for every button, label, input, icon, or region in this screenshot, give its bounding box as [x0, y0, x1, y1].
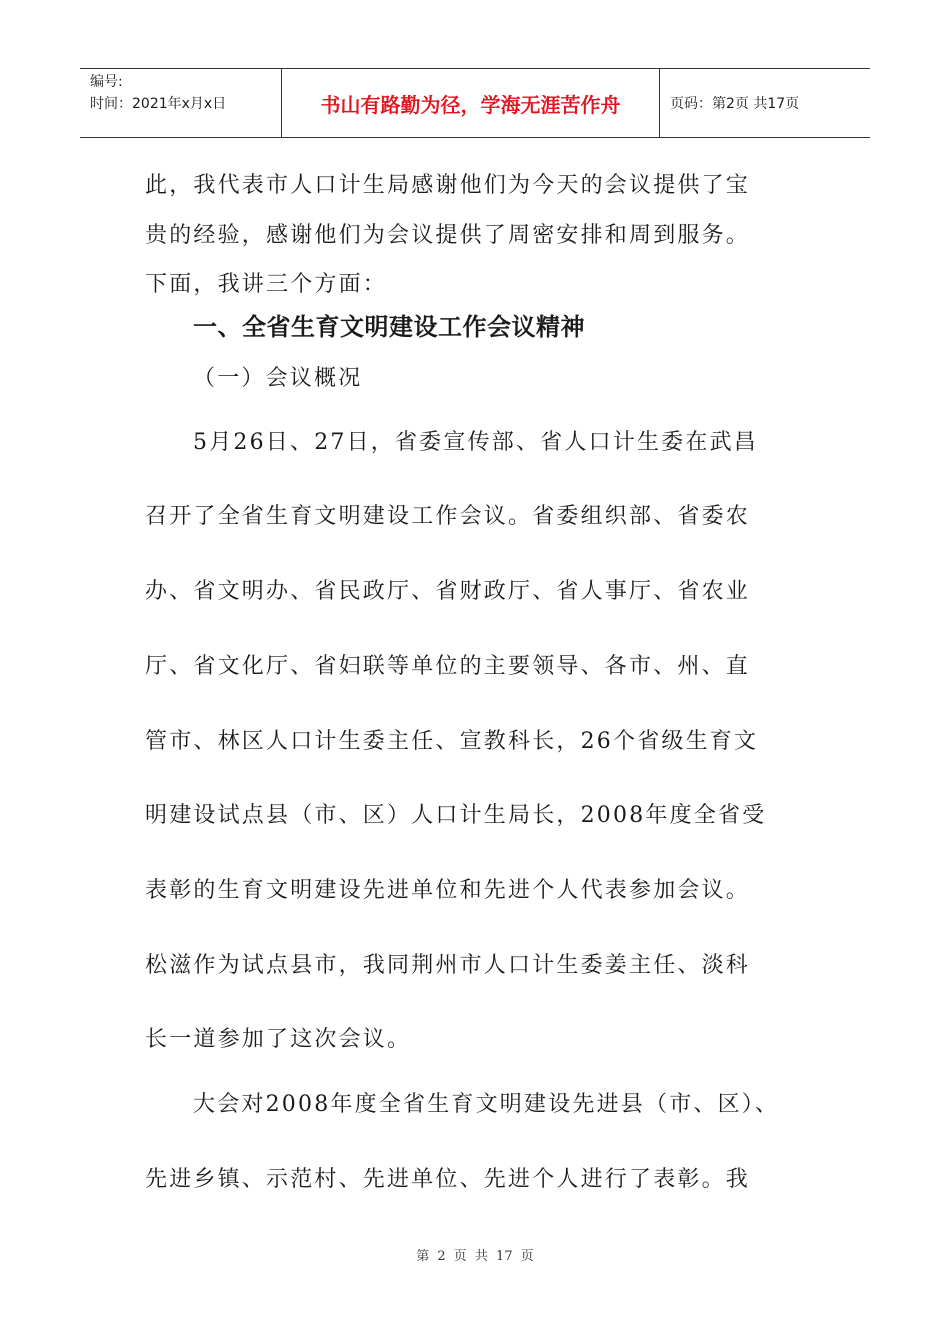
body-line: 此，我代表市人口计生局感谢他们为今天的会议提供了宝 [145, 173, 751, 198]
page-footer: 第 2 页 共 17 页 [416, 1249, 534, 1264]
body-line: 召开了全省生育文明建设工作会议。省委组织部、省委农 [145, 504, 751, 529]
body-line: 厅、省文化厅、省妇联等单位的主要领导、各市、州、直 [145, 654, 751, 679]
header-meta [80, 69, 282, 137]
section-heading: 一、全省生育文明建设工作会议精神 [193, 313, 585, 341]
body-line: 表彰的生育文明建设先进单位和先进个人代表参加会议。 [145, 878, 751, 903]
body-line: 5月26日、27日，省委宣传部、省人口计生委在武昌 [193, 430, 758, 455]
body-line: 先进乡镇、示范村、先进单位、先进个人进行了表彰。我 [145, 1167, 751, 1192]
body-line: 长一道参加了这次会议。 [145, 1027, 412, 1052]
body-line: 贵的经验，感谢他们为会议提供了周密安排和周到服务。 [145, 223, 751, 248]
body-line: 管市、林区人口计生委主任、宣教科长，26个省级生育文 [145, 729, 759, 754]
header-motto: 书山有路勤为径，学海无涯苦作舟 [282, 69, 660, 137]
body-line: 下面，我讲三个方面： [145, 272, 388, 297]
document-number-label: 编号: [90, 74, 123, 90]
body-line: 明建设试点县（市、区）人口计生局长，2008年度全省受 [145, 803, 767, 828]
body-line: 松滋作为试点县市，我同荆州市人口计生委姜主任、淡科 [145, 953, 751, 978]
page-header [80, 68, 870, 138]
body-line: 大会对2008年度全省生育文明建设先进县（市、区）、 [193, 1092, 780, 1117]
body-line: 办、省文明办、省民政厅、省财政厅、省人事厅、省农业 [145, 579, 751, 604]
subsection-heading: （一）会议概况 [193, 366, 363, 391]
header-page-info: 页码：第2页 共17页 [670, 96, 800, 112]
document-date-label: 时间：2021年x月x日 [90, 96, 227, 112]
